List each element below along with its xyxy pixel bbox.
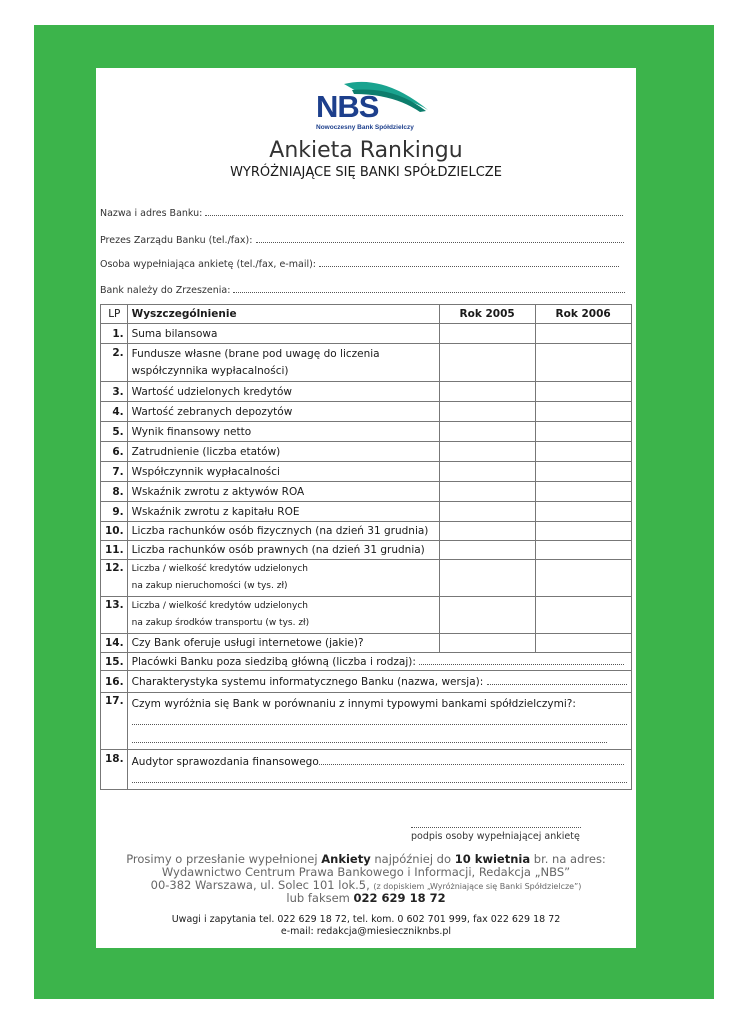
- table-header-row: [101, 305, 632, 324]
- contact-email[interactable]: e-mail: redakcja@miesieczniknbs.pl: [280, 926, 452, 937]
- table-row: 18. Audytor sprawozdania finansowego: [101, 750, 632, 790]
- survey-sheet: [96, 68, 636, 948]
- input-cell[interactable]: Czym wyróżnia się Bank w porównaniu z innymi typowymi bankami spółdzielczymi?:: [127, 693, 631, 750]
- field-contact-person[interactable]: Osoba wypełniająca ankietę (tel./fax, e-mail):: [100, 257, 628, 270]
- input-cell[interactable]: [439, 344, 535, 382]
- field-president[interactable]: Prezes Zarządu Banku (tel./fax):: [100, 233, 628, 246]
- logo-name: NBS: [316, 89, 379, 124]
- info-line-2: Wydawnictwo Centrum Prawa Bankowego i Informacji, Redakcja „NBS”: [161, 865, 571, 879]
- field-association[interactable]: Bank należy do Zrzeszenia:: [100, 283, 628, 296]
- input-cell[interactable]: [535, 422, 631, 442]
- input-cell[interactable]: [535, 522, 631, 541]
- input-cell[interactable]: [535, 402, 631, 422]
- table-row: 17. Czym wyróżnia się Bank w porównaniu z innymi typowymi bankami spółdzielczymi?:: [101, 693, 632, 750]
- nbs-logo: [314, 80, 434, 131]
- table-row: 15. Placówki Banku poza siedzibą główną (liczba i rodzaj):: [101, 653, 632, 671]
- table-row: 10. Liczba rachunków osób fizycznych (na dzień 31 grudnia): [101, 522, 632, 541]
- info-line-4: lub faksem 022 629 18 72: [286, 891, 446, 905]
- input-cell[interactable]: [439, 634, 535, 653]
- info-line-3: 00-382 Warszawa, ul. Solec 101 lok.5, (z dopiskiem „Wyróżniające się Banki Spółdzielcze”): [150, 878, 582, 892]
- table-row: 3. Wartość udzielonych kredytów: [101, 382, 632, 402]
- input-cell[interactable]: [439, 422, 535, 442]
- input-cell[interactable]: Placówki Banku poza siedzibą główną (liczba i rodzaj):: [127, 653, 631, 671]
- input-cell[interactable]: [439, 597, 535, 634]
- header-year-2005: Rok 2005: [439, 305, 535, 324]
- input-cell[interactable]: [535, 344, 631, 382]
- table-row: 8. Wskaźnik zwrotu z aktywów ROA: [101, 482, 632, 502]
- input-cell[interactable]: [439, 402, 535, 422]
- header-year-2006: Rok 2006: [535, 305, 631, 324]
- header-lp: LP: [101, 305, 128, 324]
- input-cell[interactable]: [439, 502, 535, 522]
- input-cell[interactable]: [439, 560, 535, 597]
- logo-subtitle: Nowoczesny Bank Spółdzielczy: [316, 124, 414, 131]
- input-cell[interactable]: [535, 541, 631, 560]
- input-cell[interactable]: [535, 442, 631, 462]
- table-row: 4. Wartość zebranych depozytów: [101, 402, 632, 422]
- input-cell[interactable]: [439, 442, 535, 462]
- form-title: Ankieta Rankingu: [269, 138, 463, 163]
- input-cell[interactable]: [439, 324, 535, 344]
- input-cell[interactable]: [535, 382, 631, 402]
- contact-phones: Uwagi i zapytania tel. 022 629 18 72, tel. kom. 0 602 701 999, fax 022 629 18 72: [171, 914, 561, 925]
- signature-line[interactable]: [411, 827, 581, 828]
- input-cell[interactable]: [439, 541, 535, 560]
- input-cell[interactable]: [535, 634, 631, 653]
- ranking-table: [100, 304, 632, 790]
- field-bank-name[interactable]: Nazwa i adres Banku:: [100, 206, 628, 219]
- input-cell[interactable]: Audytor sprawozdania finansowego: [127, 750, 631, 790]
- input-cell[interactable]: [535, 597, 631, 634]
- form-subtitle: WYRÓŻNIAJĄCE SIĘ BANKI SPÓŁDZIELCZE: [230, 165, 502, 180]
- table-row: 16. Charakterystyka systemu informatycznego Banku (nazwa, wersja):: [101, 671, 632, 693]
- input-cell[interactable]: [439, 482, 535, 502]
- table-row: 12. Liczba / wielkość kredytów udzielonych na zakup nieruchomości (w tys. zł): [101, 560, 632, 597]
- input-cell[interactable]: [439, 462, 535, 482]
- table-row: 5. Wynik finansowy netto: [101, 422, 632, 442]
- input-cell[interactable]: [439, 522, 535, 541]
- input-cell[interactable]: [535, 324, 631, 344]
- table-row: 7. Współczynnik wypłacalności: [101, 462, 632, 482]
- table-row: 13. Liczba / wielkość kredytów udzielonych na zakup środków transportu (w tys. zł): [101, 597, 632, 634]
- signature-label: podpis osoby wypełniającej ankietę: [411, 831, 580, 842]
- input-cell[interactable]: [535, 502, 631, 522]
- input-cell[interactable]: [535, 482, 631, 502]
- input-cell[interactable]: [535, 560, 631, 597]
- info-line-1: Prosimy o przesłanie wypełnionej Ankiety najpóźniej do 10 kwietnia br. na adres:: [126, 852, 606, 866]
- input-cell[interactable]: Charakterystyka systemu informatycznego Banku (nazwa, wersja):: [127, 671, 631, 693]
- table-row: 14. Czy Bank oferuje usługi internetowe (jakie)?: [101, 634, 632, 653]
- table-row: 11. Liczba rachunków osób prawnych (na dzień 31 grudnia): [101, 541, 632, 560]
- input-cell[interactable]: [535, 462, 631, 482]
- table-row: 2. Fundusze własne (brane pod uwagę do liczenia współczynnika wypłacalności): [101, 344, 632, 382]
- header-item: Wyszczególnienie: [127, 305, 439, 324]
- table-row: 9. Wskaźnik zwrotu z kapitału ROE: [101, 502, 632, 522]
- table-row: 6. Zatrudnienie (liczba etatów): [101, 442, 632, 462]
- table-row: 1. Suma bilansowa: [101, 324, 632, 344]
- input-cell[interactable]: [439, 382, 535, 402]
